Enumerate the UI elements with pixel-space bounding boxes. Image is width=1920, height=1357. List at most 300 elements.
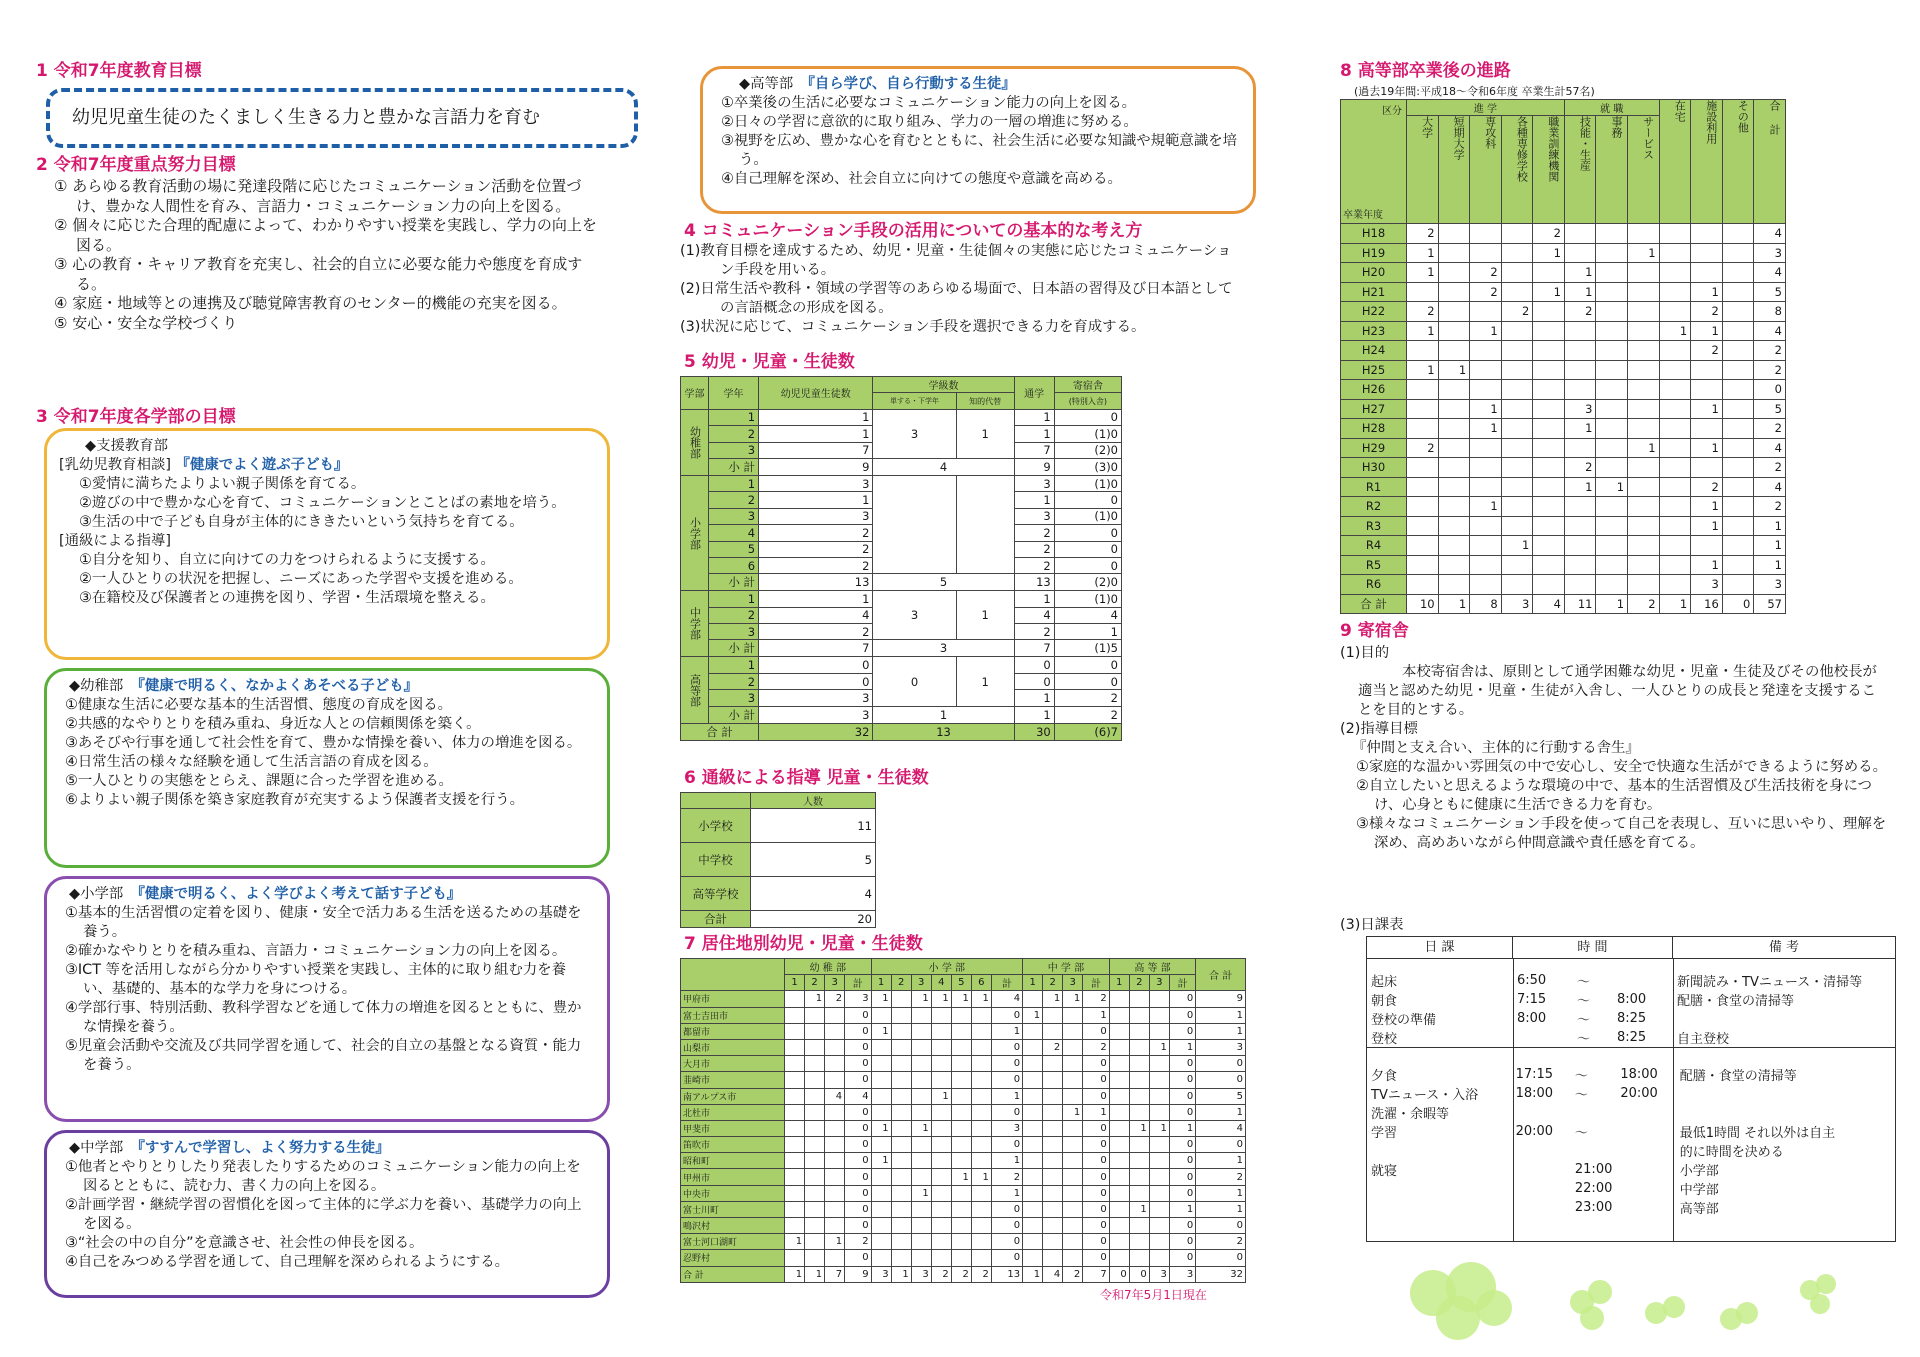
table-cell: [931, 1234, 951, 1250]
table-cell: [1043, 1153, 1063, 1169]
table-cell: [1501, 575, 1533, 595]
communication-policy-list: [680, 242, 1240, 337]
table-cell: 0: [1054, 409, 1121, 425]
table-cell: [951, 1234, 971, 1250]
table-cell: 甲府市: [681, 991, 785, 1007]
table-cell: 2: [759, 525, 873, 541]
table-cell: 小学部: [681, 475, 709, 590]
table-cell: 7: [825, 1266, 845, 1282]
table-cell: 的に時間を決める: [1679, 1145, 1784, 1160]
table-cell: 1: [1109, 975, 1129, 991]
goal-item: ①健康な生活に必要な基本的生活習慣、態度の育成を図る。: [65, 697, 453, 713]
table-cell: [1470, 458, 1502, 478]
table-cell: 4: [825, 1088, 845, 1104]
table-cell: [951, 1185, 971, 1201]
table-cell: 7: [1083, 1266, 1109, 1282]
table-cell: [1043, 1023, 1063, 1039]
table-cell: 3: [873, 591, 956, 640]
table-cell: [1722, 555, 1754, 575]
table-cell: 1: [1149, 1039, 1169, 1055]
table-cell: 4: [873, 458, 1014, 475]
table-cell: 登校: [1371, 1032, 1398, 1047]
table-cell: [971, 1088, 991, 1104]
table-cell: 1: [1083, 1007, 1109, 1023]
table-cell: 1: [1407, 263, 1439, 283]
table-cell: 1: [1014, 591, 1054, 607]
table-cell: [891, 1072, 911, 1088]
table-cell: [1407, 341, 1439, 361]
table-cell: H23: [1341, 321, 1407, 341]
table-cell: 〜: [1577, 1013, 1591, 1028]
table-row: [681, 1185, 1246, 1201]
table-cell: [1109, 1023, 1129, 1039]
table-cell: 1: [1533, 282, 1565, 302]
table-cell: 5: [1196, 1088, 1246, 1104]
table-cell: 4: [1043, 1266, 1063, 1282]
table-cell: [1628, 497, 1660, 517]
table-cell: [1109, 1153, 1129, 1169]
table-cell: [1149, 1088, 1169, 1104]
table-cell: [1438, 575, 1470, 595]
table-cell: [1407, 497, 1439, 517]
table-cell: [971, 1218, 991, 1234]
table-cell: 1: [1564, 477, 1596, 497]
table-cell: 就 職: [1564, 100, 1659, 116]
table-cell: 0: [991, 1137, 1022, 1153]
table-cell: [785, 991, 805, 1007]
table-cell: 合 計: [1341, 594, 1407, 614]
guidance-label: (2)指導目標: [1340, 721, 1418, 737]
table-cell: [1722, 302, 1754, 322]
schedule-evening: [1367, 1065, 1895, 1217]
schedule-morning: [1367, 971, 1895, 1047]
table-cell: [1063, 1218, 1083, 1234]
table-row: [1341, 419, 1786, 439]
table-cell: [1596, 419, 1628, 439]
table-row: [681, 706, 1122, 723]
table-cell: 配膳・食堂の清掃等: [1677, 994, 1795, 1009]
table-cell: 13: [873, 723, 1014, 740]
table-cell: 2: [759, 541, 873, 557]
table-cell: [1129, 1218, 1149, 1234]
table-cell: 登校の準備: [1371, 1013, 1437, 1028]
table-cell: 4: [1014, 607, 1054, 623]
table-cell: 小 計: [709, 706, 759, 723]
schedule-col-notes: 備 考: [1768, 940, 1800, 955]
table-cell: 4: [709, 525, 759, 541]
table-cell: [931, 1056, 951, 1072]
table-cell: [1501, 243, 1533, 263]
table-row: [681, 959, 1246, 975]
table-cell: [785, 1072, 805, 1088]
table-row: [681, 1023, 1246, 1039]
table-cell: 1: [759, 409, 873, 425]
table-cell: [891, 1039, 911, 1055]
table-cell: 22:00: [1574, 1181, 1613, 1196]
table-cell: 2: [991, 1169, 1022, 1185]
table-cell: [1533, 380, 1565, 400]
table-cell: 3: [759, 690, 873, 706]
table-cell: H25: [1341, 360, 1407, 380]
table-cell: 0: [991, 1218, 1022, 1234]
table-cell: 2: [1533, 224, 1565, 244]
table-cell: [805, 1088, 825, 1104]
table-cell: 1: [1438, 594, 1470, 614]
table-cell: [1533, 477, 1565, 497]
table-cell: [1512, 1179, 1571, 1198]
table-cell: [911, 1201, 931, 1217]
table-cell: 事務: [1596, 116, 1628, 224]
table-row: [681, 1234, 1246, 1250]
elementary-dept-box: [44, 876, 610, 1122]
table-cell: [785, 1250, 805, 1266]
table-cell: 幼稚部: [681, 409, 709, 475]
table-cell: 忍野村: [681, 1250, 785, 1266]
table-cell: [1564, 516, 1596, 536]
table-cell: 1: [1470, 497, 1502, 517]
table-cell: [871, 1072, 891, 1088]
table-cell: 合計: [681, 911, 751, 928]
table-cell: 高等部: [1679, 1202, 1719, 1217]
table-cell: [1023, 1218, 1043, 1234]
table-cell: [1023, 1104, 1043, 1120]
table-cell: 1: [1196, 1153, 1246, 1169]
table-cell: 2: [1470, 263, 1502, 283]
table-cell: [1571, 1141, 1616, 1160]
table-row: [1341, 399, 1786, 419]
table-cell: 3: [873, 640, 1014, 657]
table-cell: [1407, 536, 1439, 556]
table-cell: [1023, 1023, 1043, 1039]
table-cell: [1149, 1169, 1169, 1185]
table-cell: [931, 1039, 951, 1055]
table-cell: [1628, 360, 1660, 380]
table-cell: [1722, 419, 1754, 439]
table-cell: 1: [1564, 282, 1596, 302]
table-cell: [931, 1153, 951, 1169]
table-cell: [1023, 1039, 1043, 1055]
table-cell: 1: [956, 409, 1014, 458]
elementary-motto: 『健康で明るく、よく学びよく考えて話す子ども』: [137, 886, 462, 902]
table-cell: [825, 1250, 845, 1266]
priority-goal: ① あらゆる教育活動の場に発達段階に応じたコミュニケーション活動を位置づけ、豊かな人間性を育み、言語力・コミュニケーション力の向上を図る。: [54, 177, 582, 215]
table-row: [681, 574, 1122, 591]
table-cell: [871, 1104, 891, 1120]
table-cell: 2: [1691, 302, 1723, 322]
table-cell: 大学: [1407, 116, 1439, 224]
table-cell: [1533, 555, 1565, 575]
table-cell: [1149, 1104, 1169, 1120]
table-cell: [971, 1185, 991, 1201]
table-cell: 1: [1564, 263, 1596, 283]
table-cell: [1596, 380, 1628, 400]
table-cell: [1023, 1234, 1043, 1250]
table-row: [681, 1266, 1246, 1282]
table-cell: 0: [845, 1169, 871, 1185]
table-cell: [931, 1104, 951, 1120]
table-cell: [825, 1185, 845, 1201]
table-cell: 0: [1754, 380, 1786, 400]
table-cell: 7: [759, 640, 873, 657]
table-cell: [1109, 1137, 1129, 1153]
table-cell: [1628, 263, 1660, 283]
table-cell: 1: [1014, 706, 1054, 723]
table-cell: [1659, 282, 1691, 302]
table-cell: 甲斐市: [681, 1120, 785, 1136]
table-cell: [1063, 1201, 1083, 1217]
table-row: [681, 1153, 1246, 1169]
table-cell: [1438, 516, 1470, 536]
table-cell: 17:15: [1515, 1067, 1554, 1082]
table-cell: [805, 1234, 825, 1250]
table-cell: [1673, 1009, 1895, 1028]
table-cell: [951, 1218, 971, 1234]
table-cell: 人数: [751, 793, 876, 809]
section6-title: 6 通級による指導 児童・生徒数: [684, 768, 929, 788]
table-cell: 0: [1054, 541, 1121, 557]
table-cell: [785, 1120, 805, 1136]
table-cell: 甲州市: [681, 1169, 785, 1185]
table-cell: 3: [911, 1266, 931, 1282]
table-cell: [1501, 477, 1533, 497]
schedule-label: (3)日課表: [1340, 917, 1404, 933]
table-cell: [1149, 1007, 1169, 1023]
table-cell: 8:00: [1517, 1011, 1547, 1026]
table-cell: 1: [1691, 438, 1723, 458]
table-cell: [931, 1250, 951, 1266]
table-row: [681, 458, 1122, 475]
table-cell: [1109, 1120, 1129, 1136]
table-cell: [785, 1104, 805, 1120]
table-cell: 2: [1063, 1266, 1083, 1282]
table-row: [681, 1250, 1246, 1266]
table-cell: 山梨市: [681, 1039, 785, 1055]
table-cell: [1043, 1088, 1063, 1104]
table-cell: 2: [1407, 224, 1439, 244]
table-cell: [1628, 302, 1660, 322]
table-cell: [1109, 1104, 1129, 1120]
table-cell: [971, 1153, 991, 1169]
table-cell: [1722, 380, 1754, 400]
table-cell: [1628, 516, 1660, 536]
table-cell: 4: [991, 991, 1022, 1007]
table-row: [681, 1007, 1246, 1023]
table-cell: [805, 1250, 825, 1266]
table-cell: [1149, 1250, 1169, 1266]
table-cell: [1571, 1103, 1616, 1122]
table-cell: 1: [709, 409, 759, 425]
table-cell: [1616, 1141, 1675, 1160]
table-row: [681, 877, 876, 911]
table-cell: [911, 1088, 931, 1104]
table-cell: [891, 1137, 911, 1153]
table-cell: [785, 1169, 805, 1185]
high-school-dept-box: [700, 66, 1256, 214]
table-cell: [1628, 477, 1660, 497]
table-row: [681, 657, 1122, 673]
table-cell: [891, 1007, 911, 1023]
table-cell: 2: [759, 624, 873, 640]
table-cell: 11: [751, 809, 876, 843]
table-cell: [951, 1072, 971, 1088]
table-cell: 北杜市: [681, 1104, 785, 1120]
table-cell: [825, 1153, 845, 1169]
table-cell: 0: [1054, 525, 1121, 541]
table-cell: [1043, 1201, 1063, 1217]
table-cell: H28: [1341, 419, 1407, 439]
table-cell: 0: [991, 1056, 1022, 1072]
table-cell: 1: [911, 1185, 931, 1201]
elementary-heading: ◆小学部: [69, 886, 124, 902]
table-cell: [825, 1007, 845, 1023]
table-cell: 0: [1083, 1088, 1109, 1104]
table-cell: [1596, 516, 1628, 536]
table-cell: [956, 475, 1014, 573]
table-cell: [1659, 399, 1691, 419]
table-cell: 2: [1014, 557, 1054, 573]
support-dept-box: [44, 428, 610, 660]
table-cell: [911, 1218, 931, 1234]
table-cell: [1023, 1250, 1043, 1266]
table-cell: [1043, 1104, 1063, 1120]
table-cell: [1628, 282, 1660, 302]
table-cell: [891, 991, 911, 1007]
table-row: [1341, 536, 1786, 556]
table-cell: [1533, 419, 1565, 439]
table-cell: 2: [1564, 302, 1596, 322]
table-cell: 1: [785, 1234, 805, 1250]
table-cell: [1470, 516, 1502, 536]
table-cell: 6: [971, 975, 991, 991]
high-school-heading: ◆高等部: [739, 76, 794, 92]
table-cell: 富士吉田市: [681, 1007, 785, 1023]
table-cell: 0: [1083, 1056, 1109, 1072]
table-cell: [1149, 1234, 1169, 1250]
table-cell: [785, 1153, 805, 1169]
table-cell: 2: [1564, 458, 1596, 478]
table-cell: 寄宿舎: [1054, 377, 1121, 393]
table-cell: 自主登校: [1677, 1032, 1730, 1047]
table-cell: 2: [805, 975, 825, 991]
table-cell: 1: [1691, 282, 1723, 302]
table-cell: 〜: [1577, 1032, 1591, 1047]
section3-title: 3 令和7年度各学部の目標: [36, 407, 236, 427]
table-cell: 2: [1754, 360, 1786, 380]
table-cell: 3: [1014, 475, 1054, 491]
table-cell: [825, 1056, 845, 1072]
table-cell: [1596, 282, 1628, 302]
year-label: 卒業年度: [1343, 210, 1383, 221]
table-cell: 13: [1014, 574, 1054, 591]
table-cell: 0: [991, 1007, 1022, 1023]
table-cell: 1: [1533, 243, 1565, 263]
table-cell: 小 計: [709, 640, 759, 657]
table-cell: [1659, 497, 1691, 517]
table-cell: [871, 1201, 891, 1217]
table-cell: [1628, 555, 1660, 575]
table-cell: [871, 1137, 891, 1153]
table-cell: 3: [1149, 1266, 1169, 1282]
table-cell: [1063, 1088, 1083, 1104]
table-cell: 4: [1754, 438, 1786, 458]
resource-room-label: [通級による指導]: [59, 533, 171, 549]
table-cell: 13: [991, 1266, 1022, 1282]
table-cell: [971, 1201, 991, 1217]
table-cell: 18:00: [1515, 1086, 1554, 1101]
table-cell: 1: [759, 426, 873, 442]
table-cell: 6:50: [1517, 973, 1547, 988]
table-cell: [1023, 1169, 1043, 1185]
table-cell: [1722, 536, 1754, 556]
table-cell: 1: [1754, 536, 1786, 556]
table-cell: [1659, 516, 1691, 536]
table-cell: 1: [1063, 991, 1083, 1007]
guidance-item: ③様々なコミュニケーション手段を使って自己を表現し、互いに思いやり、理解を深め、高めあいながら仲間意識や責任感を育てる。: [1356, 816, 1887, 851]
table-cell: [911, 1056, 931, 1072]
table-row: [681, 377, 1122, 393]
table-cell: [1596, 399, 1628, 419]
table-cell: 0: [1014, 657, 1054, 673]
table-cell: [1149, 1023, 1169, 1039]
table-cell: 1: [825, 1234, 845, 1250]
table-cell: [1149, 1137, 1169, 1153]
table-cell: 学年: [709, 377, 759, 410]
table-cell: H20: [1341, 263, 1407, 283]
table-cell: H30: [1341, 458, 1407, 478]
table-cell: 1: [709, 475, 759, 491]
table-cell: [1659, 380, 1691, 400]
table-cell: R5: [1341, 555, 1407, 575]
goal-item: ④自己理解を深め、社会自立に向けての態度や意識を高める。: [721, 171, 1122, 187]
table-cell: [1659, 458, 1691, 478]
table-cell: [1616, 1179, 1675, 1198]
table-cell: 1: [971, 991, 991, 1007]
table-cell: 0: [1169, 1234, 1195, 1250]
table-cell: H21: [1341, 282, 1407, 302]
table-cell: 2: [891, 975, 911, 991]
table-cell: 1: [991, 1088, 1022, 1104]
table-cell: [1501, 399, 1533, 419]
table-cell: [1023, 1201, 1043, 1217]
table-cell: 2: [951, 1266, 971, 1282]
table-cell: 1: [871, 975, 891, 991]
table-cell: [911, 1104, 931, 1120]
table-cell: 0: [1169, 1137, 1195, 1153]
table-cell: [871, 1169, 891, 1185]
table-cell: [1722, 360, 1754, 380]
table-cell: [1407, 516, 1439, 536]
table-cell: 小学部: [1679, 1164, 1719, 1179]
table-row: [681, 723, 1122, 740]
as-of-date: 令和7年5月1日現在: [1100, 1288, 1207, 1302]
table-cell: [1438, 302, 1470, 322]
table-cell: [1722, 243, 1754, 263]
table-cell: [1628, 575, 1660, 595]
table-cell: [871, 1185, 891, 1201]
table-cell: [1023, 1072, 1043, 1088]
table-row: [681, 843, 876, 877]
table-cell: 高等学校: [681, 877, 751, 911]
table-row: [1367, 1141, 1895, 1160]
table-cell: 0: [873, 657, 956, 706]
residence-table: [680, 958, 1246, 1283]
table-cell: 4: [1054, 607, 1121, 623]
table-cell: [1470, 243, 1502, 263]
table-cell: 幼 稚 部: [785, 959, 872, 975]
table-cell: 鳴沢村: [681, 1218, 785, 1234]
table-cell: [825, 1072, 845, 1088]
table-cell: 0: [1169, 1056, 1195, 1072]
